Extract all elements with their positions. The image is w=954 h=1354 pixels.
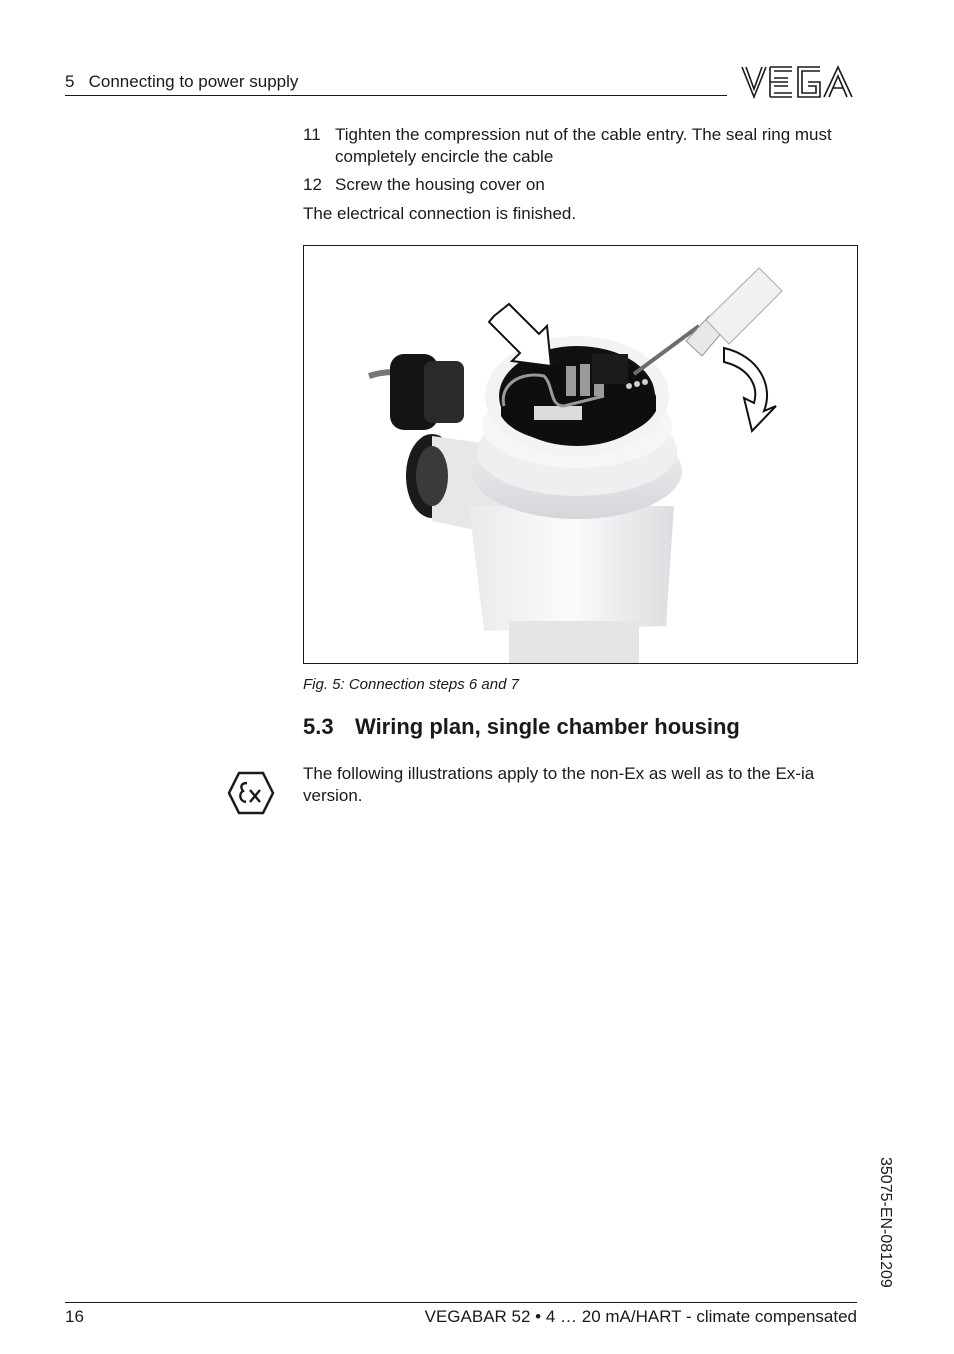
page-number: 16 (65, 1307, 84, 1326)
list-item (303, 174, 859, 196)
housing-illustration (304, 246, 857, 663)
list-item (303, 124, 859, 168)
section-body: The following illustrations apply to the non-Ex as well as to the Ex-ia version. (303, 764, 815, 805)
conclusion-text: The electrical connection is finished. (303, 204, 577, 223)
figure-caption: Fig. 5: Connection steps 6 and 7 (303, 676, 519, 693)
section-heading (303, 714, 740, 740)
step-number: 11 (303, 125, 321, 144)
figure-image (303, 245, 858, 664)
step-text: Screw the housing cover on (335, 175, 545, 194)
ex-protection-icon (227, 771, 275, 815)
section-title: Wiring plan, single chamber housing (355, 714, 740, 739)
step-text: Tighten the compression nut of the cable entry. The seal ring must completely encircle the cable (335, 125, 832, 166)
section-number: 5.3 (303, 714, 334, 739)
document-code-text: 35075-EN-081209 (877, 1157, 894, 1288)
footer-title: VEGABAR 52 • 4 … 20 mA/HART - climate compensated (424, 1307, 857, 1326)
header-rule (65, 95, 727, 96)
vega-logo (740, 64, 858, 100)
document-code (870, 1157, 894, 1305)
footer-rule (65, 1302, 857, 1303)
running-head: 5 Connecting to power supply (65, 72, 299, 91)
step-number: 12 (303, 175, 322, 194)
